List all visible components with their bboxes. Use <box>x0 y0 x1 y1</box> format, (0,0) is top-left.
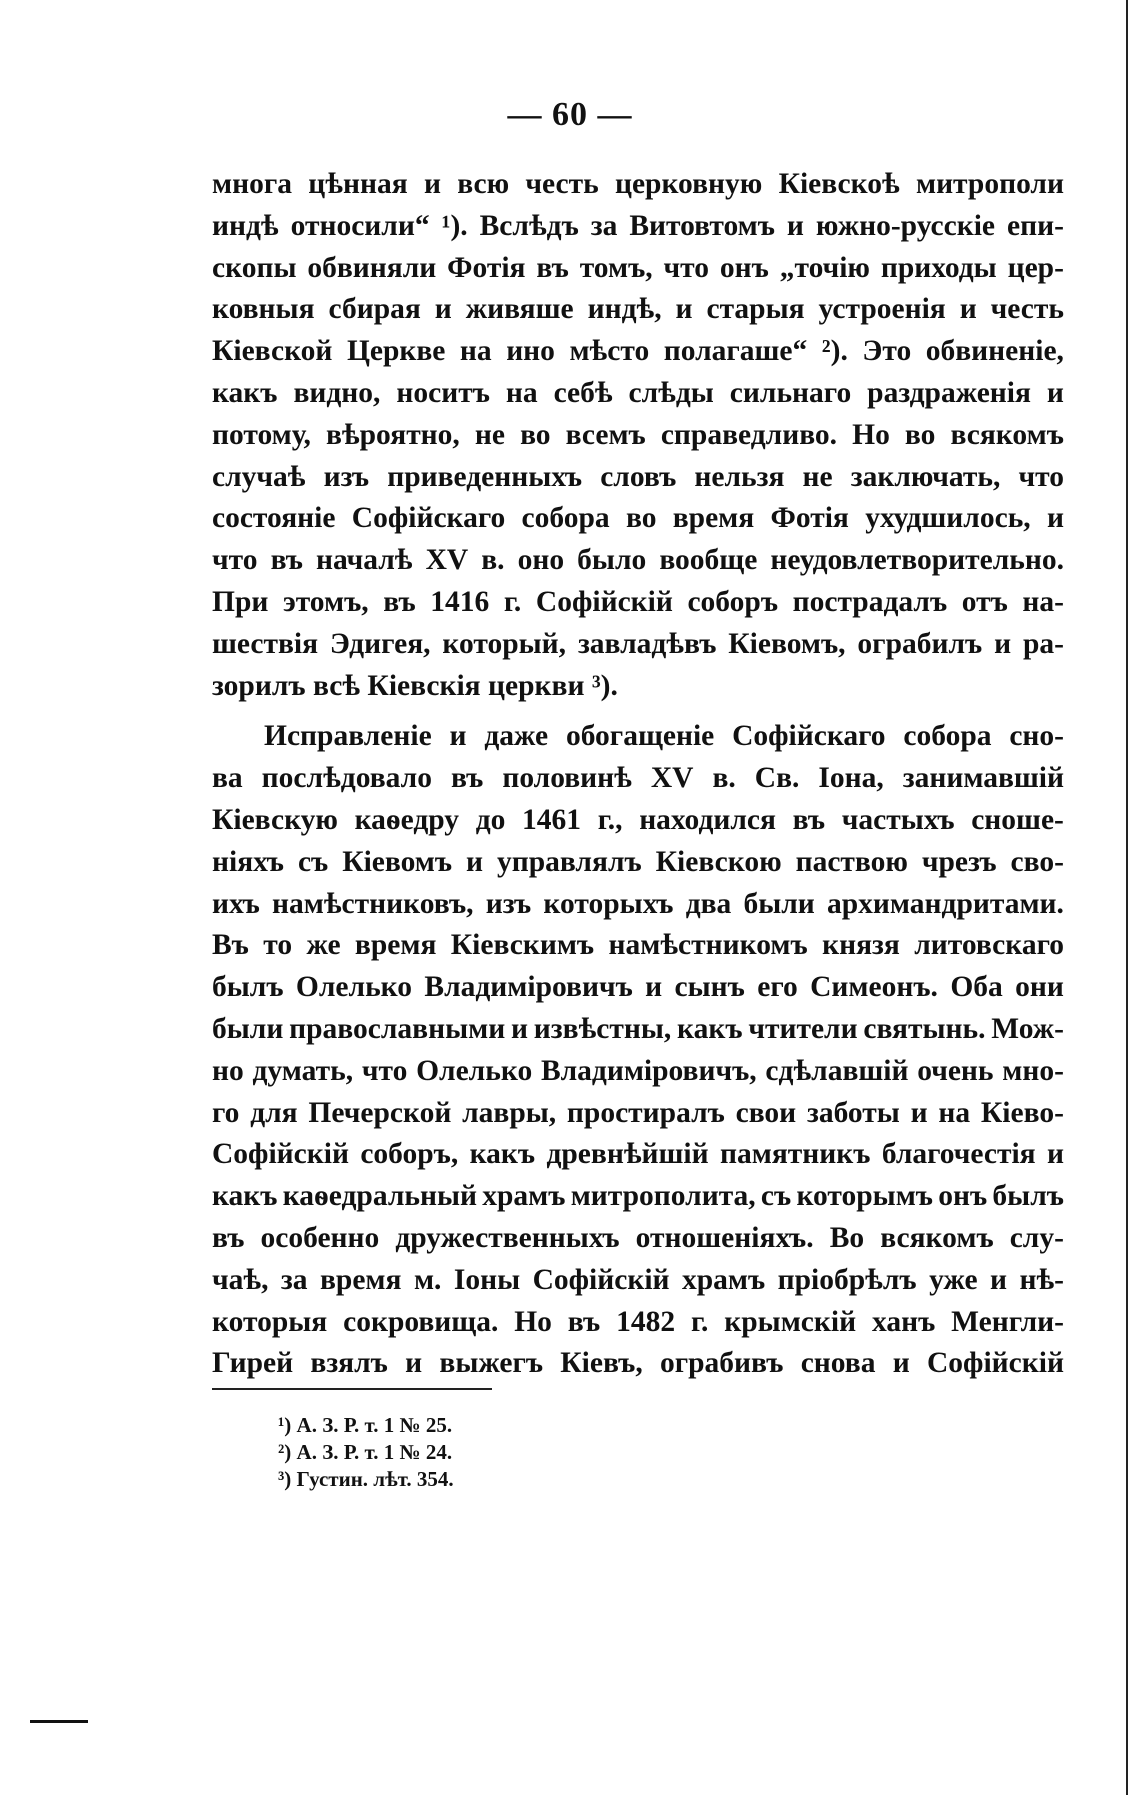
word: Оба <box>950 971 1003 1004</box>
word: и <box>645 971 663 1004</box>
word: какъ <box>212 1180 278 1213</box>
word: всякомъ <box>950 418 1064 451</box>
word: въ <box>792 803 826 836</box>
word: было <box>577 544 647 577</box>
word: заботы <box>806 1096 900 1129</box>
word: г., <box>597 803 623 836</box>
word: индѣ, <box>587 293 662 326</box>
word: го <box>212 1096 240 1129</box>
footnote-divider <box>212 1388 492 1390</box>
word: во <box>904 418 936 451</box>
text-line <box>212 1302 1064 1344</box>
word: всю <box>457 168 510 200</box>
word: половинѣ <box>502 762 632 795</box>
word: Но <box>514 1305 552 1338</box>
word: время <box>319 1263 402 1296</box>
word: Кіевскимъ <box>450 929 595 962</box>
word: и <box>423 168 441 200</box>
word: всемъ <box>565 418 646 451</box>
word: они <box>1015 971 1064 1004</box>
word: чрезъ <box>921 845 997 878</box>
word: въ <box>536 251 569 284</box>
word: на <box>459 335 492 368</box>
body-text <box>212 164 1064 1385</box>
word: сно- <box>1009 720 1064 753</box>
word: церковную <box>614 168 763 200</box>
word: г. <box>503 585 522 618</box>
word: 1416 <box>430 585 490 618</box>
word: Олелько <box>295 971 413 1004</box>
word: снова <box>800 1347 876 1380</box>
word: себѣ <box>553 376 613 409</box>
word: въ <box>212 1221 245 1254</box>
word: онъ <box>719 251 769 284</box>
word: Софійскаго <box>351 502 506 535</box>
word: Кіевскоѣ <box>778 168 900 200</box>
word: даже <box>484 720 549 753</box>
word: въ <box>450 762 484 795</box>
word: 1482 <box>616 1305 676 1338</box>
word: обвиняли <box>307 251 437 284</box>
page-edge-line <box>1126 0 1128 1795</box>
page-number: — 60 — <box>507 96 633 133</box>
word: занимавшій <box>902 762 1064 795</box>
word: митрополита, <box>570 1180 756 1213</box>
word: отъ <box>961 585 1008 618</box>
text-line <box>212 206 1064 248</box>
word: собора <box>903 720 992 753</box>
word: пострадалъ <box>792 585 948 618</box>
word: слѣды <box>628 376 714 409</box>
word: за <box>590 209 618 242</box>
word: ихъ <box>212 887 260 920</box>
word: сынъ <box>674 971 745 1004</box>
word: живяше <box>465 293 574 326</box>
text-line <box>212 1260 1064 1302</box>
word: и <box>511 1012 528 1045</box>
word: Св. <box>754 762 800 795</box>
word: в. <box>481 544 505 577</box>
word: носитъ <box>396 376 490 409</box>
word: Печерской <box>308 1096 452 1129</box>
word: чаѣ, <box>212 1263 269 1296</box>
word: случаѣ <box>212 460 306 493</box>
word: Симеонъ. <box>810 971 938 1004</box>
word: выжегъ <box>439 1347 544 1380</box>
text-line <box>212 1176 1064 1218</box>
word: послѣдовало <box>261 762 432 795</box>
word: митрополи <box>915 168 1064 200</box>
word: пріобрѣлъ <box>777 1263 917 1296</box>
text-line <box>212 248 1064 290</box>
footnote: ¹) А. З. Р. т. 1 № 25. <box>278 1413 453 1437</box>
text-line <box>212 164 1064 206</box>
word: ограбивъ <box>660 1347 784 1380</box>
word: особенно <box>260 1221 380 1254</box>
text-line <box>212 1093 1064 1135</box>
word: храмъ <box>682 1263 766 1296</box>
word: и <box>786 209 804 242</box>
word: до <box>475 803 506 836</box>
text-line <box>212 842 1064 884</box>
word: то <box>263 929 293 962</box>
word: Кіевскую <box>212 803 338 836</box>
word: обвиненіе, <box>925 335 1064 368</box>
word: собора <box>521 502 610 535</box>
text-line <box>212 457 1064 499</box>
word: Гирей <box>212 1347 294 1380</box>
word: нельзя <box>694 460 785 493</box>
word: которымъ <box>796 1180 933 1213</box>
text-line <box>212 624 1064 666</box>
word: крымскій <box>724 1305 857 1338</box>
word: скопы <box>212 251 297 284</box>
word: сильнаго <box>729 376 852 409</box>
word: какъ <box>469 1138 536 1171</box>
text-line <box>212 758 1064 800</box>
text-line <box>212 540 1064 582</box>
word: отношеніяхъ. <box>635 1221 814 1254</box>
text-line <box>212 716 1064 758</box>
word: Софійскаго <box>732 720 886 753</box>
text-line: зорилъ всѣ Кіевскія церкви ³). <box>212 669 618 702</box>
word: литовскаго <box>914 929 1064 962</box>
text-line <box>212 582 1064 624</box>
word: Кіево- <box>980 1096 1064 1129</box>
word: индѣ <box>212 209 279 242</box>
text-line <box>212 373 1064 415</box>
word: ра- <box>1022 627 1064 660</box>
word: „точію <box>779 251 870 284</box>
word: Церкве <box>346 335 446 368</box>
text-line <box>212 1218 1064 1260</box>
text-line <box>212 1343 1064 1385</box>
word: древнѣйшій <box>546 1138 709 1171</box>
margin-mark <box>30 1720 88 1723</box>
word: какъ <box>677 1012 743 1045</box>
word: Софійскій <box>927 1347 1064 1380</box>
text-line <box>212 925 1064 967</box>
word: XV <box>650 762 694 795</box>
word: православными <box>289 1012 506 1045</box>
word: въ <box>567 1305 601 1338</box>
word: Но <box>852 418 890 451</box>
word: При <box>212 585 269 618</box>
word: и <box>990 1263 1007 1296</box>
word: свои <box>735 1096 797 1129</box>
footnote: ³) Густин. лѣт. 354. <box>278 1467 454 1491</box>
word: видно, <box>293 376 381 409</box>
word: 1461 <box>522 803 582 836</box>
word: мно- <box>1002 1054 1064 1087</box>
word: относили“ <box>290 209 430 242</box>
word: которыя <box>212 1305 328 1338</box>
word: которыхъ <box>543 887 674 920</box>
word: и <box>434 293 452 326</box>
word: и <box>466 845 484 878</box>
word: что <box>663 251 710 284</box>
word: что <box>212 544 258 577</box>
word: что <box>1018 460 1064 493</box>
word: г. <box>690 1305 709 1338</box>
word: думать, <box>252 1054 354 1087</box>
word: ²). <box>821 335 848 368</box>
word: словъ <box>600 460 677 493</box>
word: старыя <box>706 293 805 326</box>
word: лавры, <box>462 1096 557 1129</box>
word: въ <box>383 585 416 618</box>
word: Кіевской <box>212 335 333 368</box>
word: Кіевомъ, <box>728 627 846 660</box>
word: слу- <box>1009 1221 1064 1254</box>
word: цѣнная <box>308 168 408 200</box>
word: ковныя <box>212 293 315 326</box>
word: и <box>1046 1138 1064 1171</box>
word: въ <box>270 544 303 577</box>
word: и <box>449 720 467 753</box>
word: справедливо. <box>660 418 838 451</box>
text-line <box>212 289 1064 331</box>
word: сбирая <box>328 293 421 326</box>
word: вѣроятно, <box>326 418 460 451</box>
footnotes <box>278 1412 454 1493</box>
word: приходы <box>880 251 997 284</box>
word: уже <box>929 1263 978 1296</box>
word: епи- <box>1007 209 1064 242</box>
word: ханъ <box>871 1305 936 1338</box>
text-line <box>212 1009 1064 1051</box>
footnote: ²) А. З. Р. т. 1 № 24. <box>278 1440 453 1464</box>
word: съ <box>760 1180 792 1213</box>
word: на- <box>1022 585 1064 618</box>
word: раздраженія <box>867 376 1031 409</box>
word: Эдигея, <box>329 627 431 660</box>
word: и <box>994 627 1012 660</box>
word: который, <box>442 627 567 660</box>
word: соборъ <box>687 585 779 618</box>
word: всякомъ <box>880 1221 994 1254</box>
text-line <box>212 1051 1064 1093</box>
word: архимандритами. <box>826 887 1064 920</box>
word: ино <box>506 335 555 368</box>
word: неудовлетворительно. <box>770 544 1064 577</box>
word: каѳедру <box>354 803 460 836</box>
text-line <box>212 884 1064 926</box>
word: онъ <box>938 1180 988 1213</box>
word: цер- <box>1007 251 1064 284</box>
word: на <box>938 1096 971 1129</box>
word: Кіевъ, <box>560 1347 643 1380</box>
text-line <box>212 331 1064 373</box>
word: очень <box>917 1054 994 1087</box>
word: томъ, <box>579 251 653 284</box>
word: Во <box>829 1221 865 1254</box>
word: Софійскій <box>532 1263 670 1296</box>
word: Фотія <box>447 251 526 284</box>
word: Софійскій <box>535 585 673 618</box>
word: честь <box>525 168 599 200</box>
word: Исправленіе <box>264 720 432 753</box>
word: Іона, <box>818 762 884 795</box>
word: устроенія <box>818 293 946 326</box>
word: сво- <box>1010 845 1064 878</box>
word: оно <box>517 544 565 577</box>
word: Іоны <box>453 1263 521 1296</box>
word: же <box>306 929 341 962</box>
word: ограбилъ <box>857 627 983 660</box>
word: Фотія <box>770 502 849 535</box>
word: Кіевомъ <box>342 845 453 878</box>
word: взялъ <box>310 1347 388 1380</box>
word: во <box>625 502 657 535</box>
word: м. <box>413 1263 442 1296</box>
word: сокровища. <box>343 1305 499 1338</box>
word: изъ <box>323 460 370 493</box>
word: сдѣлавшій <box>765 1054 909 1087</box>
word: Витовтомъ <box>629 209 775 242</box>
word: ¹). <box>441 209 468 242</box>
word: намѣстникомъ <box>608 929 808 962</box>
word: нѣ- <box>1019 1263 1064 1296</box>
word: честь <box>990 293 1064 326</box>
word: частыхъ <box>841 803 955 836</box>
word: за <box>280 1263 308 1296</box>
word: памятникъ <box>719 1138 871 1171</box>
word: управлялъ <box>496 845 642 878</box>
word: Владиміровичъ, <box>540 1054 757 1087</box>
word: Въ <box>212 929 249 962</box>
word: изъ <box>485 887 532 920</box>
word: его <box>757 971 798 1004</box>
word: для <box>250 1096 298 1129</box>
word: время <box>672 502 755 535</box>
word: ухудшилось, <box>865 502 1031 535</box>
word: какъ <box>212 376 278 409</box>
word: были <box>743 887 815 920</box>
paragraph <box>212 164 1064 707</box>
word: и <box>405 1347 423 1380</box>
word: находился <box>639 803 776 836</box>
word: дружественныхъ <box>395 1221 620 1254</box>
word: паствою <box>795 845 908 878</box>
word: благочестія <box>881 1138 1036 1171</box>
word: соборъ, <box>360 1138 459 1171</box>
word: Софійскій <box>212 1138 349 1171</box>
word: и <box>959 293 977 326</box>
word: южно-русскіе <box>815 209 996 242</box>
word: ніяхъ <box>212 845 284 878</box>
paragraph <box>212 716 1064 1385</box>
word: XV <box>425 544 469 577</box>
word: извѣстны, <box>533 1012 672 1045</box>
word: и <box>1046 376 1064 409</box>
word: многа <box>212 168 292 200</box>
word: и <box>892 1347 910 1380</box>
word: потому, <box>212 418 311 451</box>
word: каѳедральный <box>282 1180 478 1213</box>
word: Мож- <box>991 1012 1064 1045</box>
text-line <box>212 967 1064 1009</box>
word: и <box>1046 502 1064 535</box>
text-line <box>212 415 1064 457</box>
word: простиралъ <box>566 1096 725 1129</box>
word: началѣ <box>316 544 413 577</box>
word: состояніе <box>212 502 336 535</box>
word: не <box>474 418 505 451</box>
word: во <box>520 418 551 451</box>
word: Кіевскою <box>655 845 782 878</box>
word: время <box>354 929 437 962</box>
text-line <box>212 498 1064 540</box>
word: полагаше“ <box>663 335 808 368</box>
word: чтители <box>748 1012 858 1045</box>
word: заключать, <box>850 460 1001 493</box>
word: и <box>910 1096 928 1129</box>
word: в. <box>712 762 736 795</box>
text-line <box>212 1134 1064 1176</box>
word: завладѣвъ <box>577 627 717 660</box>
word: былъ <box>992 1180 1064 1213</box>
word: обогащеніе <box>565 720 715 753</box>
word: князя <box>822 929 900 962</box>
text-line <box>212 800 1064 842</box>
word: и <box>675 293 693 326</box>
word: на <box>505 376 538 409</box>
word: намѣстниковъ, <box>272 887 474 920</box>
word: шествія <box>212 627 319 660</box>
word: этомъ, <box>282 585 369 618</box>
word: Олелько <box>416 1054 533 1087</box>
word: былъ <box>212 971 284 1004</box>
word: Это <box>862 335 912 368</box>
word: Менгли- <box>951 1305 1064 1338</box>
word: Владиміровичъ <box>424 971 633 1004</box>
word: святынь. <box>863 1012 986 1045</box>
word: вообще <box>659 544 758 577</box>
word: Вслѣдъ <box>479 209 579 242</box>
word: ва <box>212 762 243 795</box>
word: съ <box>297 845 329 878</box>
word: сноше- <box>971 803 1064 836</box>
word: что <box>361 1054 408 1087</box>
word: храмъ <box>482 1180 566 1213</box>
word: мѣсто <box>569 335 650 368</box>
word: но <box>212 1054 244 1087</box>
word: приведенныхъ <box>387 460 583 493</box>
word: два <box>685 887 732 920</box>
word: были <box>212 1012 284 1045</box>
word: не <box>802 460 833 493</box>
